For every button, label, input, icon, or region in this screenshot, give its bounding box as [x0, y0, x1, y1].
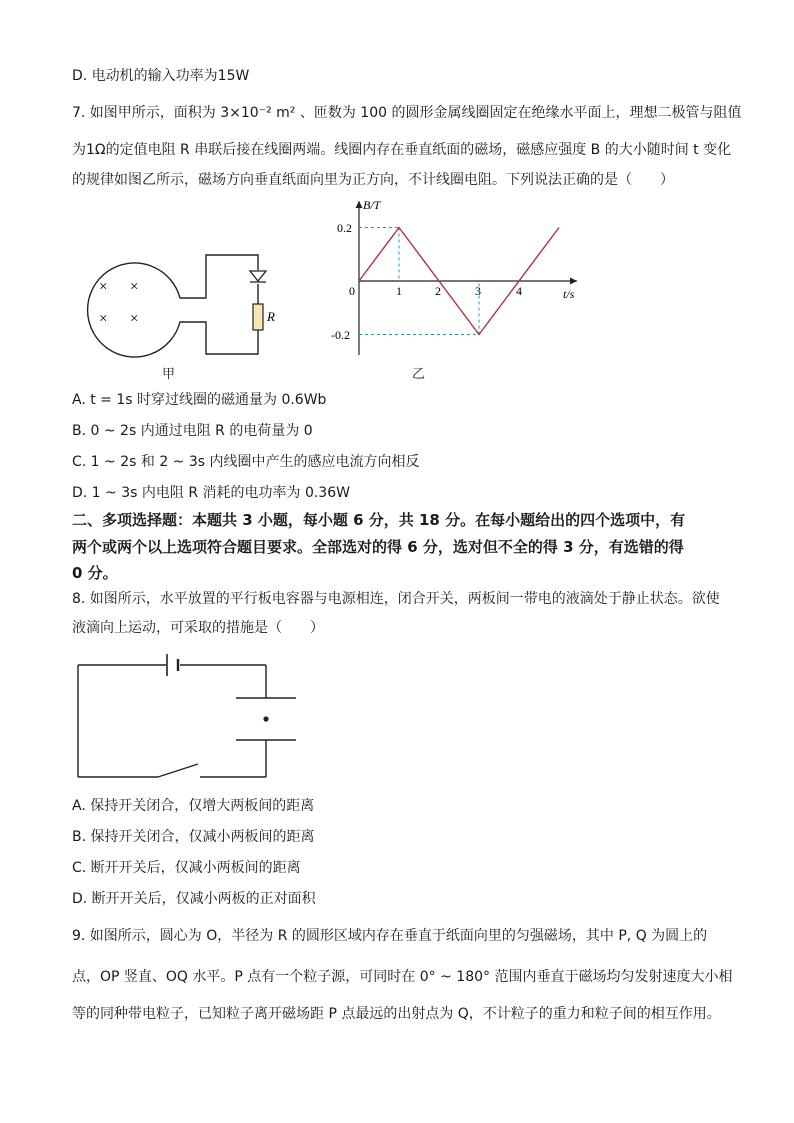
q9-stem-line3: 等的同种带电粒子，已知粒子离开磁场距 P 点最远的出射点为 Q，不计粒子的重力和粒子间的相互作用。	[72, 1006, 721, 1022]
q8-option-a: A. 保持开关闭合，仅增大两板间的距离	[72, 798, 315, 814]
section2-heading-line2: 两个或两个以上选项符合题目要求。全部选对的得 6 分，选对但不全的得 3 分，有选错的得	[72, 538, 684, 556]
x-tick-label-0: 0	[349, 284, 355, 298]
section2-heading-line1: 二、多项选择题：本题共 3 小题，每小题 6 分，共 18 分。在每小题给出的四个选项中，有	[72, 511, 686, 529]
field-mark-1: ×	[99, 279, 108, 295]
y-axis-label: B/T	[363, 198, 381, 212]
q7-stem-line2: 为1Ω的定值电阻 R 串联后接在线圈两端。线圈内存在垂直纸面的磁场，磁感应强度 B 的大小随时间 t 变化	[72, 142, 732, 158]
resistor-r	[253, 304, 263, 330]
battery-icon	[167, 654, 178, 676]
circuit-wires	[78, 665, 266, 777]
q7-option-d: D. 1 ~ 3s 内电阻 R 消耗的电功率为 0.36W	[72, 485, 350, 501]
figure-yi-label: 乙	[412, 367, 426, 382]
q7-stem-line3: 的规律如图乙所示，磁场方向垂直纸面向里为正方向，不计线圈电阻。下列说法正确的是（ ）	[72, 172, 674, 188]
x-tick-label-3: 3	[475, 284, 481, 298]
q7-option-a: A. t = 1s 时穿过线圈的磁通量为 0.6Wb	[72, 392, 327, 408]
field-mark-4: ×	[130, 311, 139, 327]
diode-icon	[250, 270, 266, 284]
q9-stem-line1: 9. 如图所示，圆心为 O，半径为 R 的圆形区域内存在垂直于纸面向里的匀强磁场，其中 P, Q 为圆上的	[72, 928, 708, 944]
charged-droplet	[263, 716, 268, 721]
q6-option-d: D. 电动机的输入功率为15W	[72, 68, 250, 84]
field-mark-3: ×	[99, 311, 108, 327]
q8-option-b: B. 保持开关闭合，仅减小两板间的距离	[72, 829, 315, 845]
y-tick-label-top: 0.2	[337, 221, 352, 235]
y-tick-label-bottom: -0.2	[331, 328, 350, 342]
q8-stem-line1: 8. 如图所示，水平放置的平行板电容器与电源相连，闭合开关，两板间一带电的液滴处于静止状态。欲使	[72, 591, 720, 607]
x-axis-label: t/s	[563, 287, 575, 301]
q7-option-c: C. 1 ~ 2s 和 2 ~ 3s 内线圈中产生的感应电流方向相反	[72, 454, 420, 470]
switch-icon	[158, 764, 198, 777]
q7-stem-line1: 7. 如图甲所示，面积为 3×10⁻² m² 、匝数为 100 的圆形金属线圈固定在绝缘水平面上，理想二极管与阻值	[72, 105, 742, 121]
x-tick-label-2: 2	[435, 284, 441, 298]
q8-stem-line2: 液滴向上运动，可采取的措施是（ ）	[72, 620, 324, 636]
q9-stem-line2: 点，OP 竖直、OQ 水平。P 点有一个粒子源，可同时在 0° ~ 180° 范围内垂直于磁场均匀发射速度大小相	[72, 969, 733, 985]
figure-capacitor-circuit	[70, 646, 310, 786]
q8-option-d: D. 断开开关后，仅减小两板的正对面积	[72, 891, 316, 907]
x-tick-label-1: 1	[396, 284, 402, 298]
figure-jia-label: 甲	[162, 367, 176, 382]
field-mark-2: ×	[130, 279, 139, 295]
resistor-label: R	[267, 309, 275, 324]
coil-outline	[88, 255, 258, 357]
section2-heading-line3: 0 分。	[72, 564, 118, 582]
figure-yi-b-t-graph	[325, 195, 595, 365]
q7-option-b: B. 0 ~ 2s 内通过电阻 R 的电荷量为 0	[72, 423, 313, 439]
figure-jia-coil-circuit	[68, 240, 288, 385]
q8-option-c: C. 断开开关后，仅减小两板间的距离	[72, 860, 301, 876]
x-tick-label-4: 4	[516, 284, 522, 298]
